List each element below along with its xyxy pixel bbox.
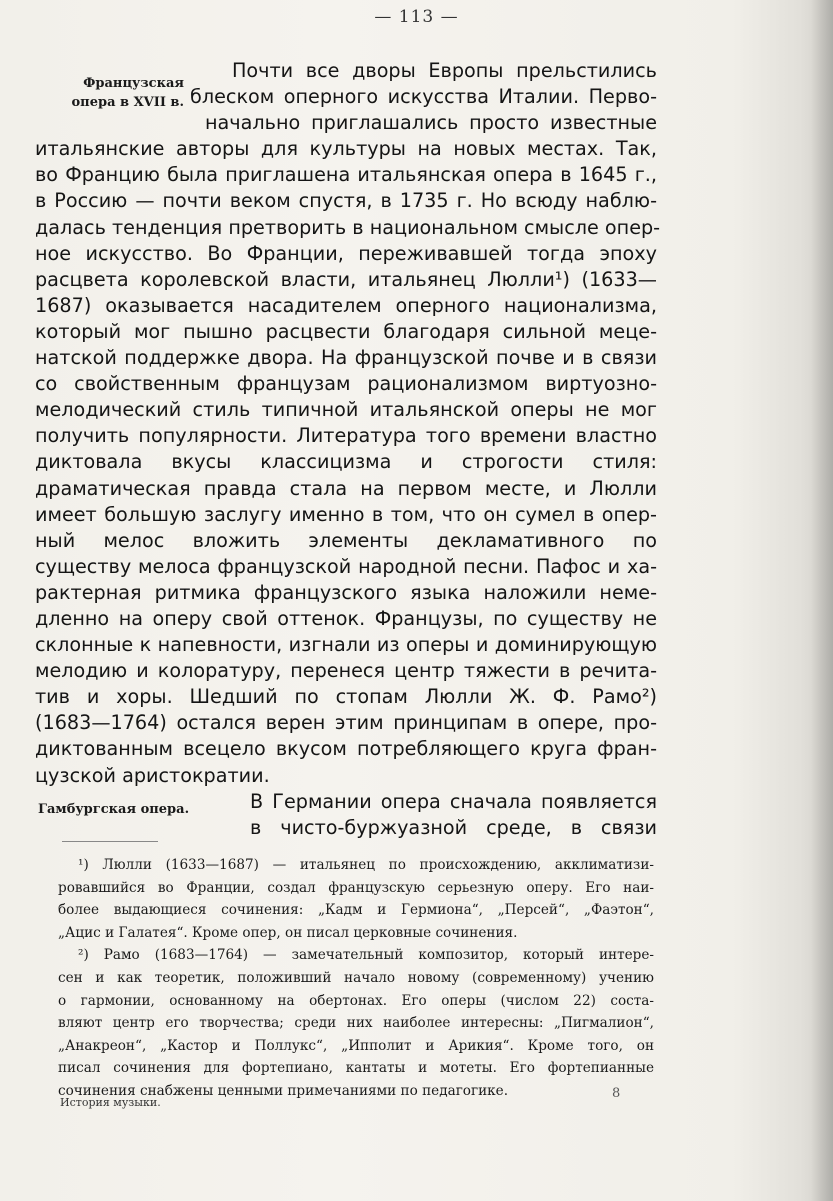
text-line: в Россию — почти веком спустя, в 1735 г. Но всюду наблю- — [35, 189, 657, 213]
footnote-line: более выдающиеся сочинения: „Кадм и Гермиона“, „Персей“, „Фаэтон“, — [58, 902, 654, 919]
text-line: существу мелоса французской народной песни. Пафос и ха- — [35, 554, 657, 578]
text-line: блеском оперного искусства Италии. Перво- — [190, 85, 657, 109]
page-number: — 113 — — [374, 7, 459, 27]
text-line: натской поддержке двора. На французской почве и в связи — [35, 346, 657, 370]
footnote-divider — [62, 841, 158, 842]
text-line: итальянские авторы для культуры на новых местах. Так, — [35, 137, 657, 161]
text-line: во Францию была приглашена итальянская опера в 1645 г., — [35, 163, 657, 187]
footnote-line: вляют центр его творчества; среди них наиболее интересны: „Пигмалион“, — [58, 1015, 654, 1032]
text-line: драматическая правда стала на первом месте, и Люлли — [35, 476, 657, 500]
main-text — [35, 58, 661, 841]
text-line: далась тенденция претворить в национальном смысле опер- — [35, 215, 661, 239]
footnotes — [58, 854, 654, 1103]
text-line: ный мелос вложить элементы декламативного по — [35, 528, 657, 552]
text-line: (1683—1764) остался верен этим принципам в опере, про- — [35, 711, 657, 735]
footnote-line: сочинения снабжены ценными примечаниями по педагогике. — [58, 1082, 509, 1099]
side-heading-hamburg-opera: Гамбургская опера. — [38, 802, 190, 817]
footnote-line: писал сочинения для фортепиано, кантаты и мотеты. Его фортепианные — [58, 1060, 654, 1077]
text-line: Почти все дворы Европы прельстились — [232, 59, 657, 82]
footnote-line: ровавшийся во Франции, создал французскую серьезную оперу. Его наи- — [58, 879, 654, 896]
text-line: 1687) оказывается насадителем оперного национализма, — [35, 293, 657, 317]
footnote-line: ¹) Люлли (1633—1687) — итальянец по происхождению, акклиматизи- — [78, 857, 654, 873]
text-line: диктовала вкусы классицизма и строгости стиля: — [35, 450, 657, 474]
signature-mark: 8 — [612, 1086, 621, 1101]
footnote-line: „Анакреон“, „Кастор и Поллукс“, „Ипполит и Арикия“. Кроме того, он — [58, 1037, 654, 1054]
text-line: дленно на оперу свой оттенок. Французы, по существу не — [35, 606, 657, 630]
text-line: цузской аристократии. — [35, 763, 270, 787]
text-line: который мог пышно расцвести благодаря сильной меце- — [35, 319, 657, 343]
text-line: рактерная ритмика французского языка наложили неме- — [35, 580, 657, 604]
text-line: имеет большую заслугу именно в том, что он сумел в опер- — [35, 502, 657, 526]
footnote-line: сен и как теоретик, положивший начало новому (современному) учению — [58, 969, 654, 986]
text-line: расцвета королевской власти, итальянец Люлли¹) (1633— — [35, 267, 657, 291]
side-heading-line: Французская — [83, 76, 184, 91]
text-line: мелодию и колоратуру, перенеся центр тяжести в речита- — [35, 659, 657, 683]
text-line: начально приглашались просто известные — [205, 111, 657, 135]
side-heading-line: опера в XVII в. — [71, 95, 184, 110]
footnote-line: ²) Рамо (1683—1764) — замечательный композитор, который интере- — [78, 947, 654, 964]
text-line: со свойственным французам рационализмом виртуозно- — [35, 372, 657, 396]
text-line: тив и хоры. Шедший по стопам Люлли Ж. Ф. Рамо²) — [35, 685, 657, 709]
page-edge-shadow — [811, 0, 833, 1201]
text-line: ное искусство. Во Франции, переживавшей тогда эпоху — [35, 241, 657, 265]
text-line: получить популярности. Литература того времени властно — [35, 424, 657, 448]
footnote-line: о гармонии, основанному на обертонах. Его оперы (числом 22) соста- — [58, 992, 654, 1009]
text-line: в чисто-буржуазной среде, в связи — [250, 815, 657, 839]
footnote-line: „Ацис и Галатея“. Кроме опер, он писал церковные сочинения. — [58, 924, 518, 941]
text-line: мелодический стиль типичной итальянской оперы не мог — [35, 398, 657, 422]
text-line: диктованным всецело вкусом потребляющего круга фран- — [35, 737, 657, 761]
footer-book-title: История музыки. — [60, 1096, 161, 1109]
text-line: В Германии опера сначала появляется — [250, 789, 657, 813]
text-line: склонные к напевности, изгнали из оперы и доминирующую — [35, 633, 657, 657]
